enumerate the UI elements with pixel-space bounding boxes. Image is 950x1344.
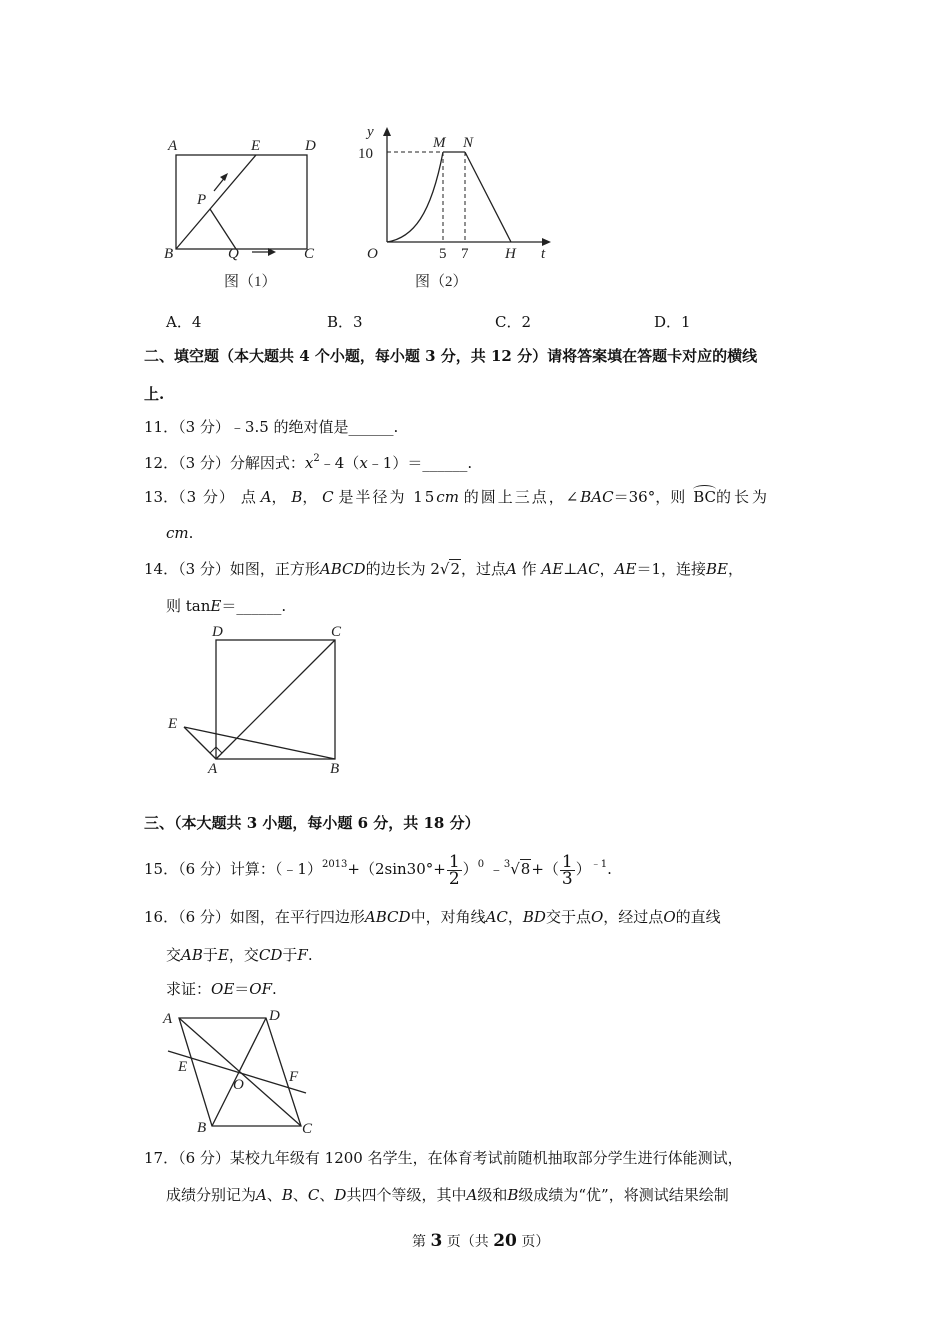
question-16 <box>144 906 721 927</box>
q14-line2a: 则 tan <box>166 597 211 615</box>
q13-score: （3 分） <box>178 488 235 506</box>
q14-t4: 作 <box>521 560 537 578</box>
q14-abcd: ABCD <box>319 560 366 578</box>
q15-frac1-num: 1 <box>448 851 460 872</box>
q15-t5: +（ <box>531 860 559 878</box>
q10-option-c: C．2 <box>495 313 532 331</box>
q11-score: （3 分） <box>178 418 230 436</box>
q16-ab: AB <box>181 946 203 964</box>
q10-option-b: B．3 <box>327 313 363 331</box>
q15-t2: +（2sin30°+ <box>347 860 446 878</box>
q15-radicand: 8 <box>520 860 531 878</box>
q17-l2a: 成绩分别记为 <box>166 1186 257 1204</box>
q16-score: （6 分） <box>178 908 230 926</box>
q17-s1: 、 <box>266 1186 282 1204</box>
q15-t3: ） <box>462 860 478 878</box>
q14-label-e: E <box>168 716 178 732</box>
label-b: B <box>164 246 174 262</box>
q16-point-o-2: O <box>663 908 676 926</box>
q14-angle-e: E <box>210 597 222 615</box>
diagonal-ac <box>179 1018 301 1126</box>
question-13 <box>144 486 770 507</box>
q16-l3a: 求证： <box>166 980 212 998</box>
q16-label-o: O <box>233 1077 244 1093</box>
q12-number: 12． <box>144 454 179 472</box>
q13-arc-bc: BC <box>693 488 716 506</box>
label-5: 5 <box>439 246 447 262</box>
segment-ae <box>184 727 216 759</box>
footer-a: 第 <box>412 1234 426 1250</box>
q16-t1: 如图，在平行四边形 <box>229 908 365 926</box>
footer-page-number: 3 <box>430 1231 443 1251</box>
q14-root-sign: √ <box>439 560 450 578</box>
q14-label-b: B <box>330 761 340 777</box>
question-15 <box>144 843 612 887</box>
q17-s2: 、 <box>292 1186 308 1204</box>
question-11 <box>144 416 398 437</box>
q12-score: （3 分） <box>178 454 230 472</box>
q14-label-c: C <box>331 624 342 640</box>
question-12 <box>144 452 472 473</box>
q14-line2b: ＝ <box>221 597 237 615</box>
q13-point-c: C <box>322 488 334 506</box>
q14-radicand: 2 <box>450 560 460 578</box>
q16-t3: ， <box>507 908 523 926</box>
figure-2 <box>355 120 560 295</box>
q11-blank: ______ <box>348 418 394 436</box>
q13-t1: 点 <box>240 488 256 506</box>
segment-be <box>176 155 256 249</box>
question-16-line2 <box>166 944 313 965</box>
q16-l3b: ＝ <box>234 980 250 998</box>
label-n: N <box>463 135 474 151</box>
q12-text-b: ﹣4（ <box>319 454 360 472</box>
q16-t2: 中，对角线 <box>410 908 486 926</box>
q15-exp-3: ﹣1 <box>590 859 608 870</box>
q16-number: 16． <box>144 908 179 926</box>
q15-frac1-den: 2 <box>448 868 460 889</box>
q16-l2e: . <box>307 946 313 964</box>
q16-ac: AC <box>485 908 508 926</box>
label-10: 10 <box>358 146 373 162</box>
q16-bd: BD <box>522 908 546 926</box>
label-h: H <box>505 246 516 262</box>
q14-end: . <box>281 597 287 615</box>
label-m: M <box>433 135 446 151</box>
question-14 <box>144 558 743 579</box>
q13-angle: BAC <box>580 488 614 506</box>
q15-t6: ） <box>575 860 591 878</box>
diagonal-ac <box>216 640 335 759</box>
q15-fraction-half <box>447 851 462 889</box>
figure-1-caption: 图（1） <box>224 274 277 290</box>
q16-point-f: F <box>297 946 308 964</box>
q13-sep-2: ， <box>302 488 318 506</box>
q11-text: ﹣3.5 的绝对值是 <box>229 418 349 436</box>
q15-end: . <box>607 860 612 878</box>
q17-grade-b: B <box>281 1186 293 1204</box>
q15-number: 15． <box>144 860 179 878</box>
q13-unit-2: cm <box>166 524 189 542</box>
q17-number: 17． <box>144 1149 179 1167</box>
arrowhead-p-icon <box>220 173 228 181</box>
q12-end: . <box>467 454 473 472</box>
section-2-heading-cont: 上. <box>144 385 165 403</box>
q16-t4: 交于点 <box>545 908 591 926</box>
question-14-cont <box>166 595 286 616</box>
q16-l2b: 于 <box>202 946 218 964</box>
q15-frac2-num: 1 <box>561 851 573 872</box>
segment-be <box>184 727 335 759</box>
q16-label-a: A <box>163 1011 173 1027</box>
q16-label-e: E <box>178 1059 188 1075</box>
label-t: t <box>541 246 546 262</box>
q13-t4: ＝36°，则 <box>613 488 686 506</box>
q14-ae-2: AE <box>614 560 637 578</box>
q16-l3c: . <box>272 980 277 998</box>
figure-2-caption: 图（2） <box>415 274 468 290</box>
q17-grade-a: A <box>256 1186 267 1204</box>
q14-t7: ， <box>727 560 743 578</box>
section-3-heading: 三、（本大题共 3 小题，每小题 6 分，共 18 分） <box>144 814 480 832</box>
q16-label-c: C <box>302 1121 313 1137</box>
q13-number: 13． <box>144 488 179 506</box>
curve-om <box>387 152 443 242</box>
q16-point-o: O <box>590 908 604 926</box>
q15-fraction-third <box>560 851 575 889</box>
q10-option-d: D．1 <box>654 313 691 331</box>
q14-ac: AC <box>577 560 600 578</box>
footer-total-pages: 20 <box>493 1231 517 1251</box>
label-p: P <box>197 192 207 208</box>
q16-l2d: 于 <box>282 946 298 964</box>
q13-t3: 的圆上三点，∠ <box>463 488 581 506</box>
footer-b: 页（共 <box>446 1234 489 1250</box>
q16-abcd: ABCD <box>364 908 411 926</box>
q17-l2b: 共四个等级，其中 <box>346 1186 467 1204</box>
q14-number: 14． <box>144 560 179 578</box>
q12-exponent: 2 <box>313 453 320 464</box>
q14-be: BE <box>706 560 728 578</box>
q14-label-a: A <box>208 761 218 777</box>
label-o: O <box>367 246 378 262</box>
q17-grade-b-2: B <box>507 1186 519 1204</box>
q14-t5: ， <box>599 560 615 578</box>
q12-var-x2: x <box>359 454 368 472</box>
q16-point-e: E <box>217 946 229 964</box>
section-2-heading: 二、填空题（本大题共 4 个小题，每小题 3 分，共 12 分）请将答案填在答题卡对应的横线 <box>144 347 758 365</box>
label-d: D <box>305 138 316 154</box>
q17-score: （6 分） <box>178 1149 230 1167</box>
q16-l2a: 交 <box>166 946 182 964</box>
q13-point-b: B <box>291 488 303 506</box>
label-a: A <box>168 138 178 154</box>
label-c: C <box>304 246 315 262</box>
q17-line1: 某校九年级有 1200 名学生，在体育考试前随机抽取部分学生进行体能测试， <box>229 1149 743 1167</box>
segment-nh <box>465 152 511 242</box>
q16-label-b: B <box>197 1120 207 1136</box>
q14-t1: 如图，正方形 <box>229 560 320 578</box>
q17-grade-d: D <box>334 1186 347 1204</box>
q16-cd: CD <box>258 946 283 964</box>
q15-score: （6 分） <box>178 860 230 878</box>
figure-1 <box>160 130 330 295</box>
q11-end: . <box>393 418 399 436</box>
q12-text-a: 分解因式： <box>229 454 305 472</box>
q14-score: （3 分） <box>178 560 230 578</box>
q14-perp: ⊥ <box>563 560 578 578</box>
q14-label-d: D <box>212 624 223 640</box>
q16-l2c: ，交 <box>228 946 259 964</box>
q14-figure <box>160 620 360 780</box>
q14-t3: ，过点 <box>460 560 506 578</box>
question-17-line2 <box>166 1184 729 1205</box>
q13-point-a: A <box>260 488 272 506</box>
q14-t6: ＝1，连接 <box>636 560 706 578</box>
q12-blank: ______ <box>422 454 468 472</box>
question-13-cont <box>166 524 193 542</box>
q17-grade-c: C <box>307 1186 320 1204</box>
q16-t5: ，经过点 <box>603 908 664 926</box>
q13-t2: 是半径为 15 <box>338 488 437 506</box>
q17-l2d: 级成绩为“优”，将测试结果绘制 <box>518 1186 729 1204</box>
q10-option-a: A．4 <box>166 313 202 331</box>
q16-label-d: D <box>269 1008 280 1024</box>
label-7: 7 <box>461 246 469 262</box>
q15-root-sign: √ <box>510 860 520 878</box>
q15-exp-1: 2013 <box>321 859 348 870</box>
q12-var-x: x <box>304 454 314 472</box>
label-q: Q <box>228 246 239 262</box>
q17-grade-a-2: A <box>466 1186 478 1204</box>
q17-s3: 、 <box>319 1186 335 1204</box>
question-16-line3 <box>166 978 277 999</box>
q16-label-f: F <box>289 1069 299 1085</box>
page-footer <box>412 1231 549 1251</box>
q13-unit: cm <box>436 488 459 506</box>
q13-t5: 的长为 <box>716 488 771 506</box>
q13-sep-1: ， <box>271 488 287 506</box>
q13-end: . <box>188 524 194 542</box>
q16-t6: 的直线 <box>675 908 721 926</box>
q15-exp-2: 0 <box>477 859 485 870</box>
rectangle-abcd <box>176 155 307 249</box>
q14-t2: 的边长为 2 <box>365 560 440 578</box>
label-y: y <box>367 124 374 140</box>
q15-root-index: 3 <box>503 859 511 870</box>
q15-frac2-den: 3 <box>561 868 573 889</box>
label-e: E <box>251 138 261 154</box>
q16-of: OF <box>249 980 272 998</box>
t-axis-arrowhead-icon <box>542 238 551 246</box>
q14-ae: AE <box>541 560 564 578</box>
q14-point-a: A <box>506 560 517 578</box>
q15-t4: ﹣ <box>488 860 504 878</box>
q16-figure <box>160 1005 320 1140</box>
segment-pq <box>210 209 236 249</box>
footer-c: 页） <box>521 1234 550 1250</box>
q17-l2c: 级和 <box>477 1186 508 1204</box>
q12-text-c: ﹣1）＝ <box>367 454 423 472</box>
y-axis-arrowhead-icon <box>383 127 391 136</box>
q11-number: 11． <box>144 418 179 436</box>
q14-blank: ______ <box>236 597 282 615</box>
q16-oe: OE <box>211 980 235 998</box>
question-17 <box>144 1147 743 1168</box>
q15-t1: 计算：（﹣1） <box>229 860 322 878</box>
